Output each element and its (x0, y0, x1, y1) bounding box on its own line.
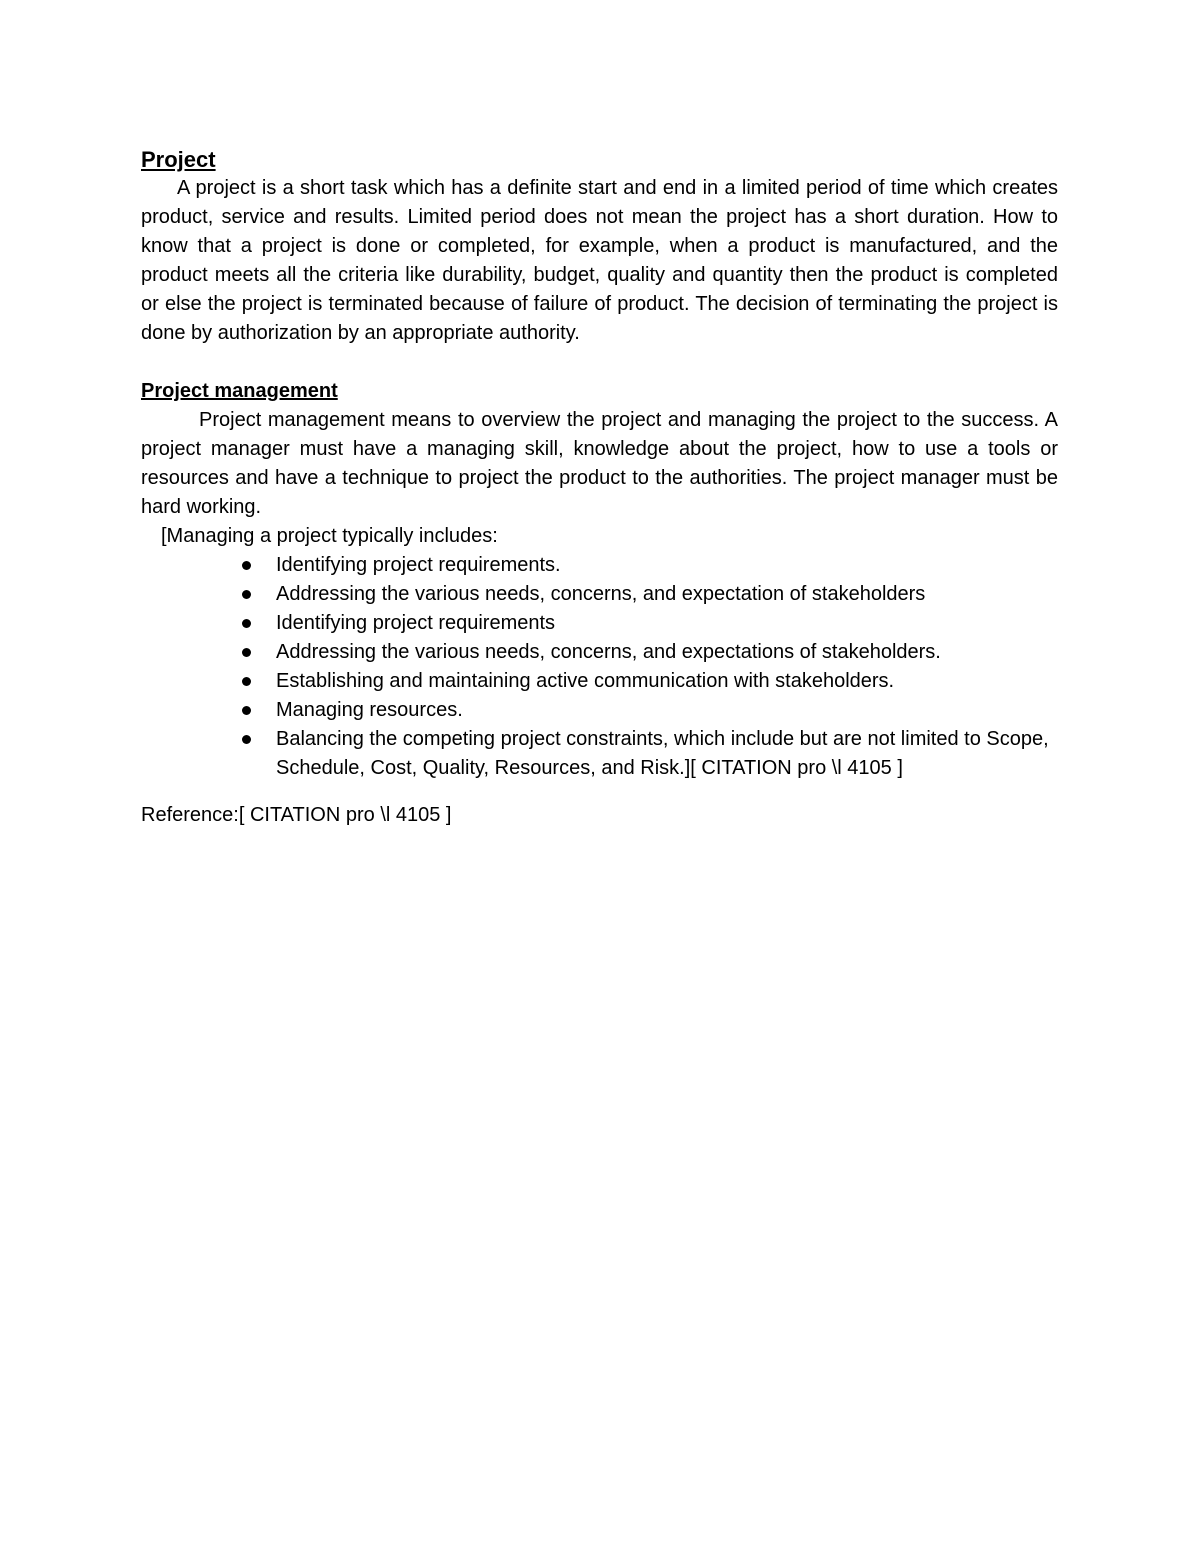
list-item (276, 609, 1058, 638)
bullet-icon (242, 648, 251, 657)
bullet-icon (242, 619, 251, 628)
list-item-text: Managing resources. (276, 699, 463, 721)
bullet-list (141, 551, 1058, 783)
document-body (141, 146, 1058, 830)
bullet-icon (242, 735, 251, 744)
section-heading-project-management: Project management (141, 380, 338, 402)
bullet-icon (242, 706, 251, 715)
bullet-icon (242, 677, 251, 686)
reference-line: Reference:[ CITATION pro \l 4105 ] (141, 804, 452, 826)
list-item (276, 696, 1058, 725)
paragraph-spacer (141, 348, 1058, 377)
list-item-text: Establishing and maintaining active communication with stakeholders. (276, 670, 895, 692)
list-intro: [Managing a project typically includes: (161, 525, 498, 547)
list-item-text: Balancing the competing project constraints, which include but are not limited to Scope, Schedule, Cost, Quality, Resources, and Risk.][ CITATION pro \l 4105 ] (276, 728, 1049, 779)
list-item (276, 725, 1058, 783)
list-item-text: Addressing the various needs, concerns, and expectation of stakeholders (276, 583, 926, 605)
list-item-text: Addressing the various needs, concerns, and expectations of stakeholders. (276, 641, 941, 663)
section-heading-project: Project (141, 147, 216, 172)
bullet-icon (242, 561, 251, 570)
list-item (276, 551, 1058, 580)
list-item (276, 638, 1058, 667)
list-item (276, 667, 1058, 696)
list-item-text: Identifying project requirements (276, 612, 556, 634)
list-item (276, 580, 1058, 609)
list-item-text: Identifying project requirements. (276, 554, 561, 576)
project-paragraph: A project is a short task which has a definite start and end in a limited period of time which creates product, service and results. Limited period does not mean the project has a short duration. How to know that a project is done or completed, for example, when a product is manufactured, and the product meets all the criteria like durability, budget, quality and quantity then the product is completed or else the project is terminated because of failure of product. The decision of terminating the project is done by authorization by an appropriate authority. (141, 177, 1058, 344)
project-management-paragraph: Project management means to overview the project and managing the project to the success. A project manager must have a managing skill, knowledge about the project, how to use a tools or resources and have a technique to project the product to the authorities. The project manager must be hard working. (141, 409, 1058, 518)
bullet-icon (242, 590, 251, 599)
